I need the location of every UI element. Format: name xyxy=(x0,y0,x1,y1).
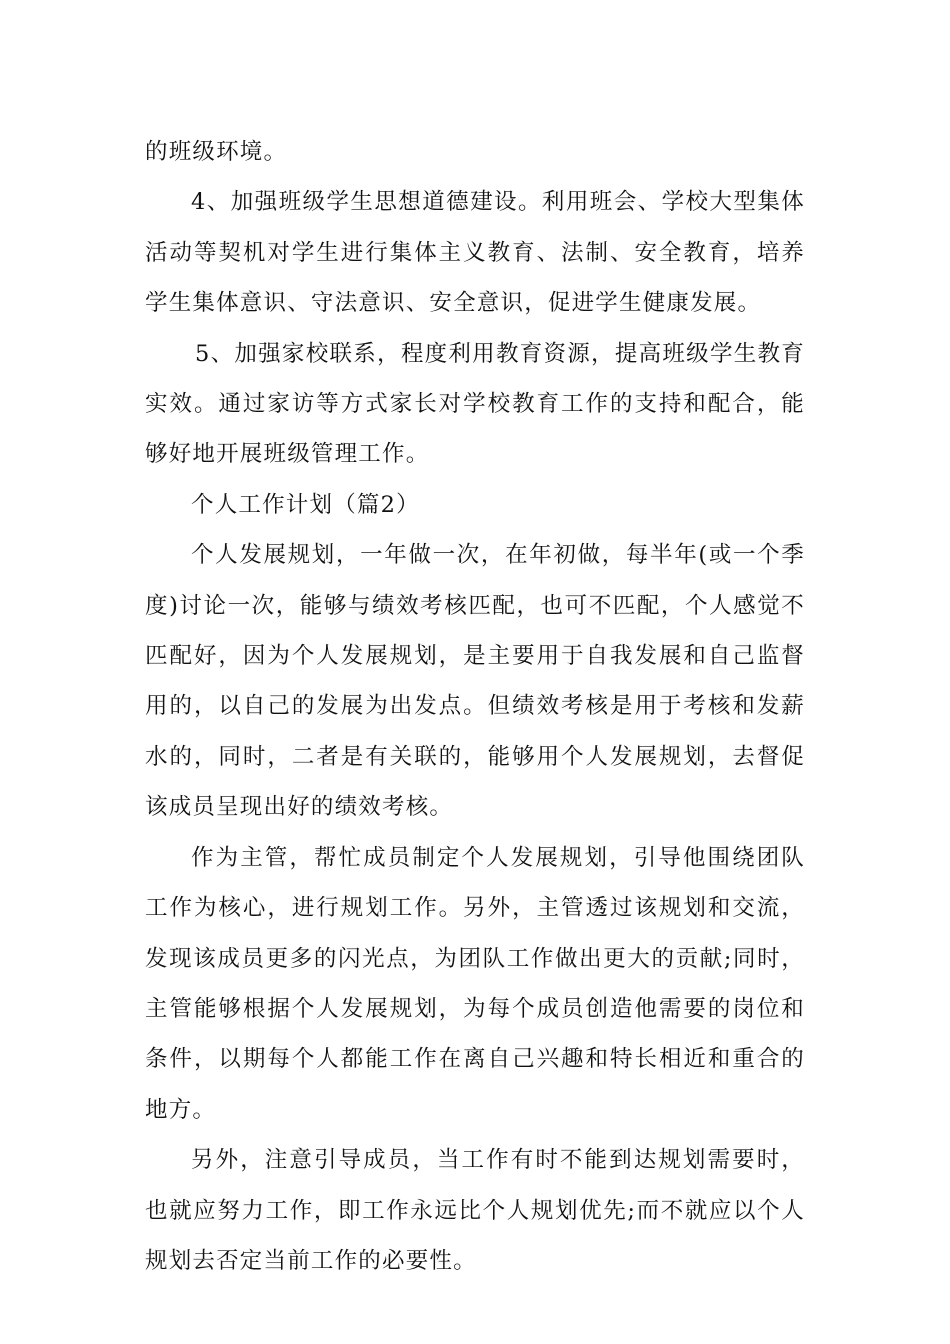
document-body xyxy=(145,127,805,1286)
paragraph-item-4: 4、加强班级学生思想道德建设。利用班会、学校大型集体活动等契机对学生进行集体主义教育、法制、安全教育，培养学生集体意识、守法意识、安全意识，促进学生健康发展。 xyxy=(145,189,805,317)
paragraph-item-5: 5、加强家校联系，程度利用教育资源，提高班级学生教育实效。通过家访等方式家长对学校教育工作的支持和配合，能够好地开展班级管理工作。 xyxy=(145,340,805,468)
paragraph-manager-role: 作为主管，帮忙成员制定个人发展规划，引导他围绕团队工作为核心，进行规划工作。另外，主管透过该规划和交流，发现该成员更多的闪光点，为团队工作做出更大的贡献;同时，主管能够根据个人发展规划，为每个成员创造他需要的岗位和条件，以期每个人都能工作在离自己兴趣和特长相近和重合的地方。 xyxy=(145,844,805,1123)
paragraph-development-plan: 个人发展规划，一年做一次，在年初做，每半年(或一个季度)讨论一次，能够与绩效考核匹配，也可不匹配，个人感觉不匹配好，因为个人发展规划，是主要用于自我发展和自己监督用的，以自己的发展为出发点。但绩效考核是用于考核和发薪水的，同时，二者是有关联的，能够用个人发展规划，去督促该成员呈现出好的绩效考核。 xyxy=(145,542,805,821)
paragraph-continuation: 的班级环境。 xyxy=(145,139,288,165)
section-heading: 个人工作计划（篇2） xyxy=(191,491,420,518)
paragraph-guidance: 另外，注意引导成员，当工作有时不能到达规划需要时，也就应努力工作，即工作永远比个人规划优先;而不就应以个人规划去否定当前工作的必要性。 xyxy=(145,1147,805,1274)
